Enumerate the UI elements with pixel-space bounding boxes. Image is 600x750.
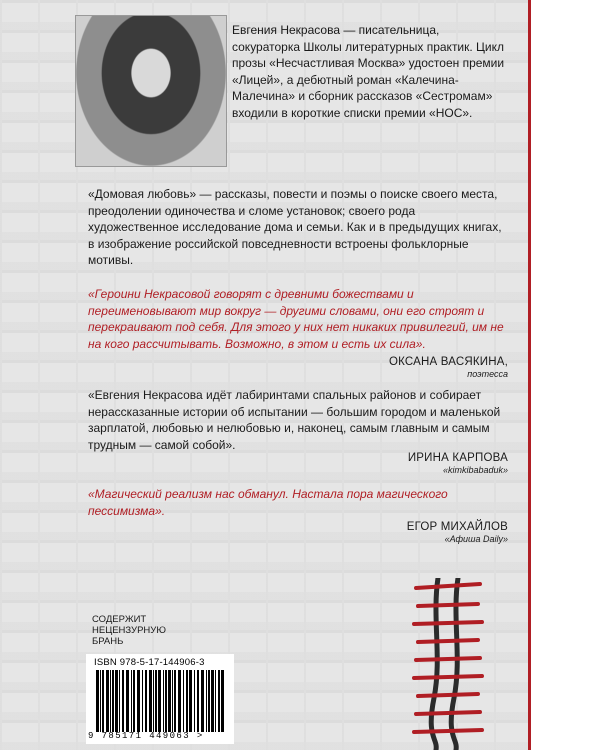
- author-photo: [75, 15, 227, 167]
- warning-line: СОДЕРЖИТ: [92, 614, 147, 625]
- reviewer-role: «kimkibabaduk»: [442, 465, 508, 475]
- review-attribution-2: [408, 452, 508, 475]
- reviewer-role: поэтесса: [467, 369, 508, 379]
- barcode-number: 9 785171 449063 >: [88, 731, 204, 741]
- warning-line: БРАНЬ: [92, 636, 124, 647]
- review-attribution-1: [389, 356, 508, 379]
- reviewer-name: ИРИНА КАРПОВА: [407, 452, 508, 464]
- review-quote-1: «Героини Некрасовой говорят с древними божествами и переименовывают мир вокруг — другими словами, они его строят и перекраивают под себя. Для этого у них нет никаких привилегий, им не на кого рассчитывать. Возможно, в этом и есть их сила».: [88, 287, 504, 351]
- reviewer-name: ЕГОР МИХАЙЛОВ: [406, 521, 508, 533]
- reviewer-role: «Афиша Daily»: [444, 534, 508, 544]
- review-quote-3: «Магический реализм нас обманул. Настала пора магического пессимизма».: [88, 487, 448, 518]
- content-warning: [92, 614, 166, 647]
- reviewer-name: ОКСАНА ВАСЯКИНА,: [388, 356, 508, 368]
- review-quote-2: «Евгения Некрасова идёт лабиринтами спальных районов и собирает нерассказанные истории об испытании — большим городом и маленькой зарплатой, любовью и нелюбовью и, наконец, самым главным и самым трудным — самой собой».: [88, 388, 501, 452]
- book-description: «Домовая любовь» — рассказы, повести и поэмы о поиске своего места, преодолении одиночества и сломе установок; своего рода художественное исследование дома и семьи. Как и в предыдущих книгах, в изображение российской повседневности встроены фольклорные мотивы.: [88, 187, 502, 267]
- barcode: [94, 670, 226, 732]
- review-attribution-3: [407, 521, 508, 544]
- warning-line: НЕЦЕНЗУРНУЮ: [92, 625, 166, 636]
- spine: [530, 0, 600, 750]
- spine-edge: [528, 0, 531, 750]
- isbn-label: ISBN 978-5-17-144906-3: [94, 657, 205, 668]
- stitch-ornament-icon: [408, 578, 488, 750]
- author-bio: Евгения Некрасова — писательница, сокураторка Школы литературных практик. Цикл прозы «Несчастливая Москва» удостоен премии «Лицей», а дебютный роман «Калечина-Малечина» и сборник рассказов «Сестромам» входили в короткие списки премии «НОС».: [232, 23, 505, 120]
